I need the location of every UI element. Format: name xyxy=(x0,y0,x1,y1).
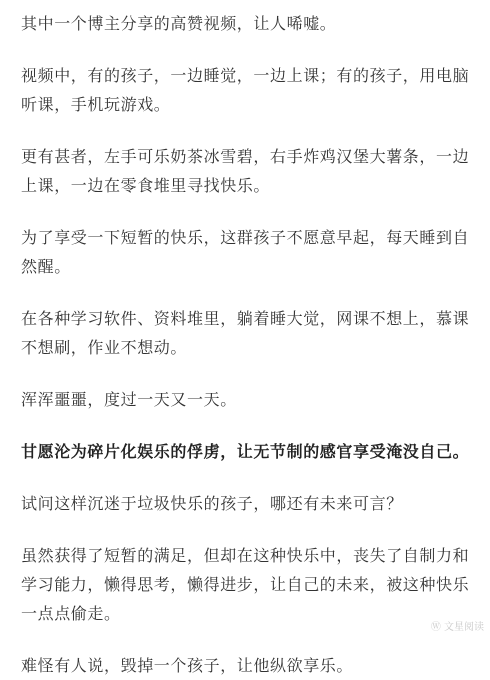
article-body xyxy=(21,9,477,680)
paragraph-9: 虽然获得了短暂的满足，但却在这种快乐中，丧失了自制力和学习能力，懒得思考，懒得进步，让自己的未来，被这种快乐一点点偷走。 xyxy=(21,546,470,623)
paragraph-5: 在各种学习软件、资料堆里，躺着睡大觉，网课不想上，慕课不想刷，作业不想动。 xyxy=(21,309,470,357)
paragraph-10: 难怪有人说，毁掉一个孩子，让他纵欲享乐。 xyxy=(21,656,354,675)
paragraph-3: 更有甚者，左手可乐奶茶冰雪碧，右手炸鸡汉堡大薯条，一边上课，一边在零食堆里寻找快乐。 xyxy=(21,147,470,195)
paragraph-7-bold: 甘愿沦为碎片化娱乐的俘虏，让无节制的感官享受淹没自己。 xyxy=(21,442,470,461)
paragraph-6: 浑浑噩噩，度过一天又一天。 xyxy=(21,390,237,409)
paragraph-1: 其中一个博主分享的高赞视频，让人唏嘘。 xyxy=(21,14,337,33)
paragraph-2: 视频中，有的孩子，一边睡觉，一边上课；有的孩子，用电脑听课，手机玩游戏。 xyxy=(21,66,470,114)
paragraph-8: 试问这样沉迷于垃圾快乐的孩子，哪还有未来可言？ xyxy=(21,494,403,513)
paragraph-4: 为了享受一下短暂的快乐，这群孩子不愿意早起，每天睡到自然醒。 xyxy=(21,228,470,276)
watermark-logo: Ⓦ 文星阅读 xyxy=(430,622,484,633)
